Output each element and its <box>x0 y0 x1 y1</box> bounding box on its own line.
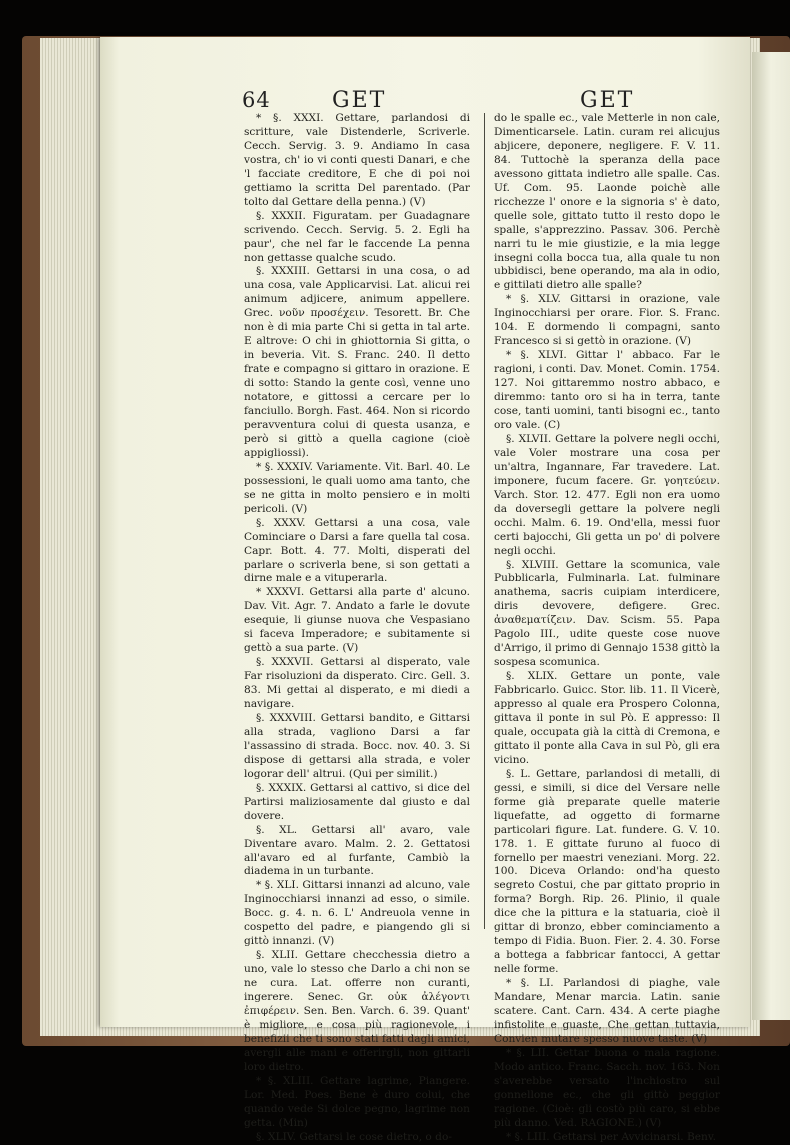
entry-paragraph: * §. LIII. Gettarsi per Avvicinarsi. Benv. <box>506 1130 716 1143</box>
entry-paragraph: * §. XXXI. Gettare, parlandosi di scritture, vale Distenderle, Scriverle. Cecch. Servig. 3. 9. Andiamo In casa vostra, ch' io vi conti questi Danari, e che 'l facciate creditore, E che di poi noi gettiamo la scritta Del parentado. (Par tolto dal Gettare della penna.) (V) <box>244 112 470 208</box>
entry-paragraph: §. XLVIII. Gettare la scomunica, vale Pubblicarla, Fulminarla. Lat. fulminare anathema, sacris cuipiam interdicere, diris devovere, defigere. Grec. ἀναθεματίζειν. Dav. Scism. 55. Papa Pagolo III., udite queste cose nuove d'Arrigo, il primo di Gennajo 1538 gittò la sospesa scomunica. <box>494 558 720 669</box>
entry-paragraph: §. XL. Gettarsi all' avaro, vale Diventare avaro. Malm. 2. 2. Gettatosi all'avaro ed al furfante, Cambiò la diadema in un turbante. <box>244 823 470 878</box>
entry-paragraph: * §. XXXIV. Variamente. Vit. Barl. 40. Le possessioni, le quali uomo ama tanto, che se ne gitta in molto pensiero e in molti pericoli. (V) <box>244 460 470 515</box>
entry-paragraph: §. XXXVII. Gettarsi al disperato, vale Far risoluzioni da disperato. Circ. Gell. 3. 83. Mi gettai al disperato, e mi diedi a navigare. <box>244 656 470 711</box>
entry-paragraph: §. L. Gettare, parlandosi di metalli, di gessi, e simili, si dice del Versare nelle forme già preparate quelle materie liquefatte, ad oggetto di formarne particolari figure. Lat. fundere. G. V. 10. 178. 1. E gittate furuno al fuoco di fornello per maestri veneziani. Morg. 22. 100. Diceva Orlando: ond'ha questo segreto Costui, che par gittato proprio in forma? Borgh. Rip. 26. Plinio, il quale dice che la pittura e la statuaria, cioè il gittar di bronzo, ebber cominciamento a tempo di Fidia. Buon. Fier. 2. 4. 30. Forse a bottega a fabbricar fantocci, A gettar nelle forme. <box>494 767 720 976</box>
entry-paragraph: §. XXXIX. Gettarsi al cattivo, si dice del Partirsi maliziosamente dal giusto e dal dovere. <box>244 781 470 822</box>
entry-paragraph: * §. XLVI. Gittar l' abbaco. Far le ragioni, i conti. Dav. Monet. Comin. 1754. 127. Noi gittaremmo nostro abbaco, e diremmo: tanto oro si ha in terra, tante cose, tanti uomini, tanti bisogni ec., tanto oro vale. (C) <box>494 349 720 431</box>
entry-paragraph: §. XXXV. Gettarsi a una cosa, vale Cominciare o Darsi a fare quella tal cosa. Capr. Bott. 4. 77. Molti, disperati del parlare o scriverla bene, si son gettati a dirne male e a vituperarla. <box>244 516 470 585</box>
facing-page-edge <box>752 52 790 1020</box>
entry-paragraph: §. XLIX. Gettare un ponte, vale Fabbricarlo. Guicc. Stor. lib. 11. Il Vicerè, appresso al quale era Prospero Colonna, gittava il ponte in sul Pò. E appresso: Il quale, occupata già la città di Cremona, e gittato il ponte alla Cava in sul Pò, gli era vicino. <box>494 670 720 766</box>
entry-paragraph: * §. XLI. Gittarsi innanzi ad alcuno, vale Inginocchiarsi innanzi ad esso, o simile. Bocc. g. 4. n. 6. L' Andreuola venne in cospetto del padre, e piangendo gli si gittò innanzi. (V) <box>244 879 470 948</box>
entry-paragraph: * §. XLIII. Gettare lagrime, Piangere. Lor. Med. Poes. Bene è duro colui, che quando vede Si dolce pegno, lagrime non getta. (Min) <box>244 1074 470 1129</box>
running-head-right: GET <box>580 88 635 113</box>
running-head-left: GET <box>332 88 387 113</box>
entry-paragraph: * XXXVI. Gettarsi alla parte d' alcuno. Dav. Vit. Agr. 7. Andato a farle le dovute esequie, li giunse nuova che Vespasiano si faceva Imperadore; e subitamente si gettò a sua parte. (V) <box>244 586 470 655</box>
entry-paragraph: * §. XLV. Gittarsi in orazione, vale Inginocchiarsi per orare. Fior. S. Franc. 104. E dormendo li compagni, santo Francesco si si gettò in orazione. (V) <box>494 293 720 348</box>
left-column <box>244 112 470 1143</box>
entry-paragraph: §. XLII. Gettare checchessia dietro a uno, vale lo stesso che Darlo a chi non se ne cura. Lat. offerre non curanti, ingerere. Senec. Gr. οὐκ ἀλέγοντι ἐπιφέρειν. Sen. Ben. Varch. 6. 39. Quant' è migliore, e cosa più ragionevole, i benefizii che ti sono stati fatti dagli amici, avergli alle mani e offerirgli, non gittarli loro dietro. <box>244 949 470 1073</box>
entry-paragraph: §. XXXIII. Gettarsi in una cosa, o ad una cosa, vale Applicarvisi. Lat. alicui rei animum adjicere, animum appellere. Grec. νοῦν προσέχειν. Tesorett. Br. Che non è di mia parte Chi si getta in tal arte. E altrove: O chi in ghiottornia Si gitta, o in beveria. Vit. S. Franc. 240. Il detto frate e compagno si gittaro in orazione. E di sotto: Stando la gente così, venne uno notatore, e gittossi a cercare per lo fanciullo. Borgh. Fast. 464. Non si ricordo peravventura colui di questa usanza, e però si gittò a quella cagione (cioè appigliossi). <box>244 265 470 459</box>
entry-paragraph: do le spalle ec., vale Metterle in non cale, Dimenticarsele. Latin. curam rei alicujus abjicere, deponere, negligere. F. V. 11. 84. Tuttochè la speranza della pace avessono gittata indietro alle spalle. Cas. Uf. Com. 95. Laonde poichè alle ricchezze l' onore e la signoria s' è dato, quelle sole, gittato tutto il resto dopo le spalle, s'apprezzino. Passav. 306. Perchè narri tu le mie giustizie, e la mia legge insegni colla bocca tua, alla quale tu non ubbidisci, bene operando, ma ala in odio, e gittilati dietro alle spalle? <box>494 112 720 292</box>
entry-paragraph: §. XXXII. Figuratam. per Guadagnare scrivendo. Cecch. Servig. 5. 2. Egli ha paur', che nel far le faccende La penna non gettasse qualche scudo. <box>244 209 470 264</box>
entry-paragraph: * §. LI. Parlandosi di piaghe, vale Mandare, Menar marcia. Latin. sanie scatere. Cant. Carn. 434. A certe piaghe infistolite e guaste, Che gettan tuttavia, Convien mutare spesso nuove taste. (V) <box>494 977 720 1045</box>
page-number: 64 <box>242 88 271 112</box>
entry-paragraph: §. XXXVIII. Gettarsi bandito, e Gittarsi alla strada, vagliono Darsi a far l'assassino di strada. Bocc. nov. 40. 3. Si dispose di gettarsi alla strada, e voler logorar dell' altrui. (Qui per similit.) <box>244 711 470 780</box>
entry-paragraph: §. XLVII. Gettare la polvere negli occhi, vale Voler mostrare una cosa per un'altra, Ingannare, Far travedere. Lat. imponere, fucum facere. Gr. γοητεύειν. Varch. Stor. 12. 477. Egli non era uomo da doversegli gettare la polvere negli occhi. Malm. 6. 19. Ond'ella, messi fuor certi bajocchi, Gli getta un po' di polvere negli occhi. <box>494 432 720 557</box>
column-divider <box>484 113 485 929</box>
entry-paragraph: §. XLIV. Gettarsi le cose dietro, o do- <box>256 1130 452 1143</box>
right-column <box>494 112 720 1143</box>
entry-paragraph: * §. LII. Gettar buona o mala ragione. Modo antico. Franc. Sacch. nov. 163. Non s'averebbe versato l'inchiostro sul gonnellone ec., che gli gittò peggior ragione. (Cioè: gli costò più caro, si ebbe più danno. Ved. RAGIONE.) (V) <box>494 1046 720 1129</box>
